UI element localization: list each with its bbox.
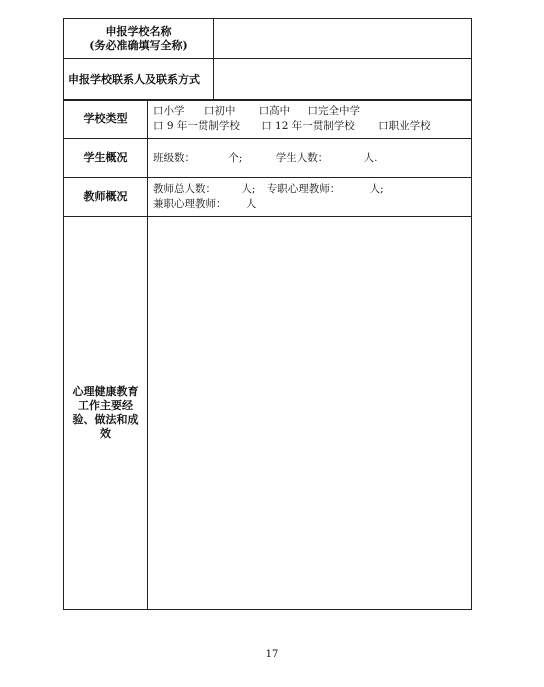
student-count-label: 学生人数： (275, 151, 329, 164)
work-row (64, 217, 472, 610)
teacher-fulltime-unit: 人; (369, 183, 384, 195)
school-name-label: 申报学校名称 (105, 24, 172, 38)
school-type-row (64, 100, 472, 139)
work-label: 心理健康教育工作主要经验、做法和成效 (64, 217, 148, 610)
option-senior[interactable]: 口高中 (258, 105, 291, 117)
school-type-label: 学校类型 (64, 100, 148, 139)
school-name-field[interactable] (214, 19, 472, 59)
school-name-label-cell (64, 19, 214, 59)
option-complete-middle[interactable]: 口完全中学 (307, 105, 361, 117)
teacher-info (148, 178, 472, 217)
school-name-row (64, 19, 472, 59)
teacher-label: 教师概况 (64, 178, 148, 217)
option-12-year[interactable]: 口 12 年一贯制学校 (261, 120, 355, 132)
application-form-table-lower (63, 99, 472, 610)
teacher-fulltime-label: 专职心理教师： (266, 183, 341, 195)
option-9-year[interactable]: 口 9 年一贯制学校 (153, 120, 240, 132)
option-primary[interactable]: 口小学 (153, 105, 185, 117)
teacher-parttime-label: 兼职心理教师： (153, 198, 227, 210)
work-field[interactable] (148, 217, 472, 610)
option-junior[interactable]: 口初中 (203, 105, 236, 117)
application-form-table (63, 18, 472, 101)
student-row (64, 139, 472, 178)
option-vocational[interactable]: 口职业学校 (378, 120, 431, 132)
school-type-options (148, 100, 472, 139)
student-count-unit: 人. (363, 151, 378, 164)
teacher-total-unit: 人; (241, 183, 256, 195)
contact-row (64, 59, 472, 101)
teacher-parttime-unit: 人 (245, 198, 257, 210)
student-label: 学生概况 (64, 139, 148, 178)
page-number: 17 (265, 649, 279, 660)
teacher-row (64, 178, 472, 217)
contact-field[interactable] (214, 59, 472, 101)
school-name-note: (务必准确填写全称) (89, 38, 188, 52)
student-info (148, 139, 472, 178)
classes-unit: 个; (228, 151, 243, 164)
classes-label: 班级数： (153, 151, 195, 164)
contact-label: 申报学校联系人及联系方式 (64, 59, 214, 101)
teacher-total-label: 教师总人数： (153, 183, 216, 195)
